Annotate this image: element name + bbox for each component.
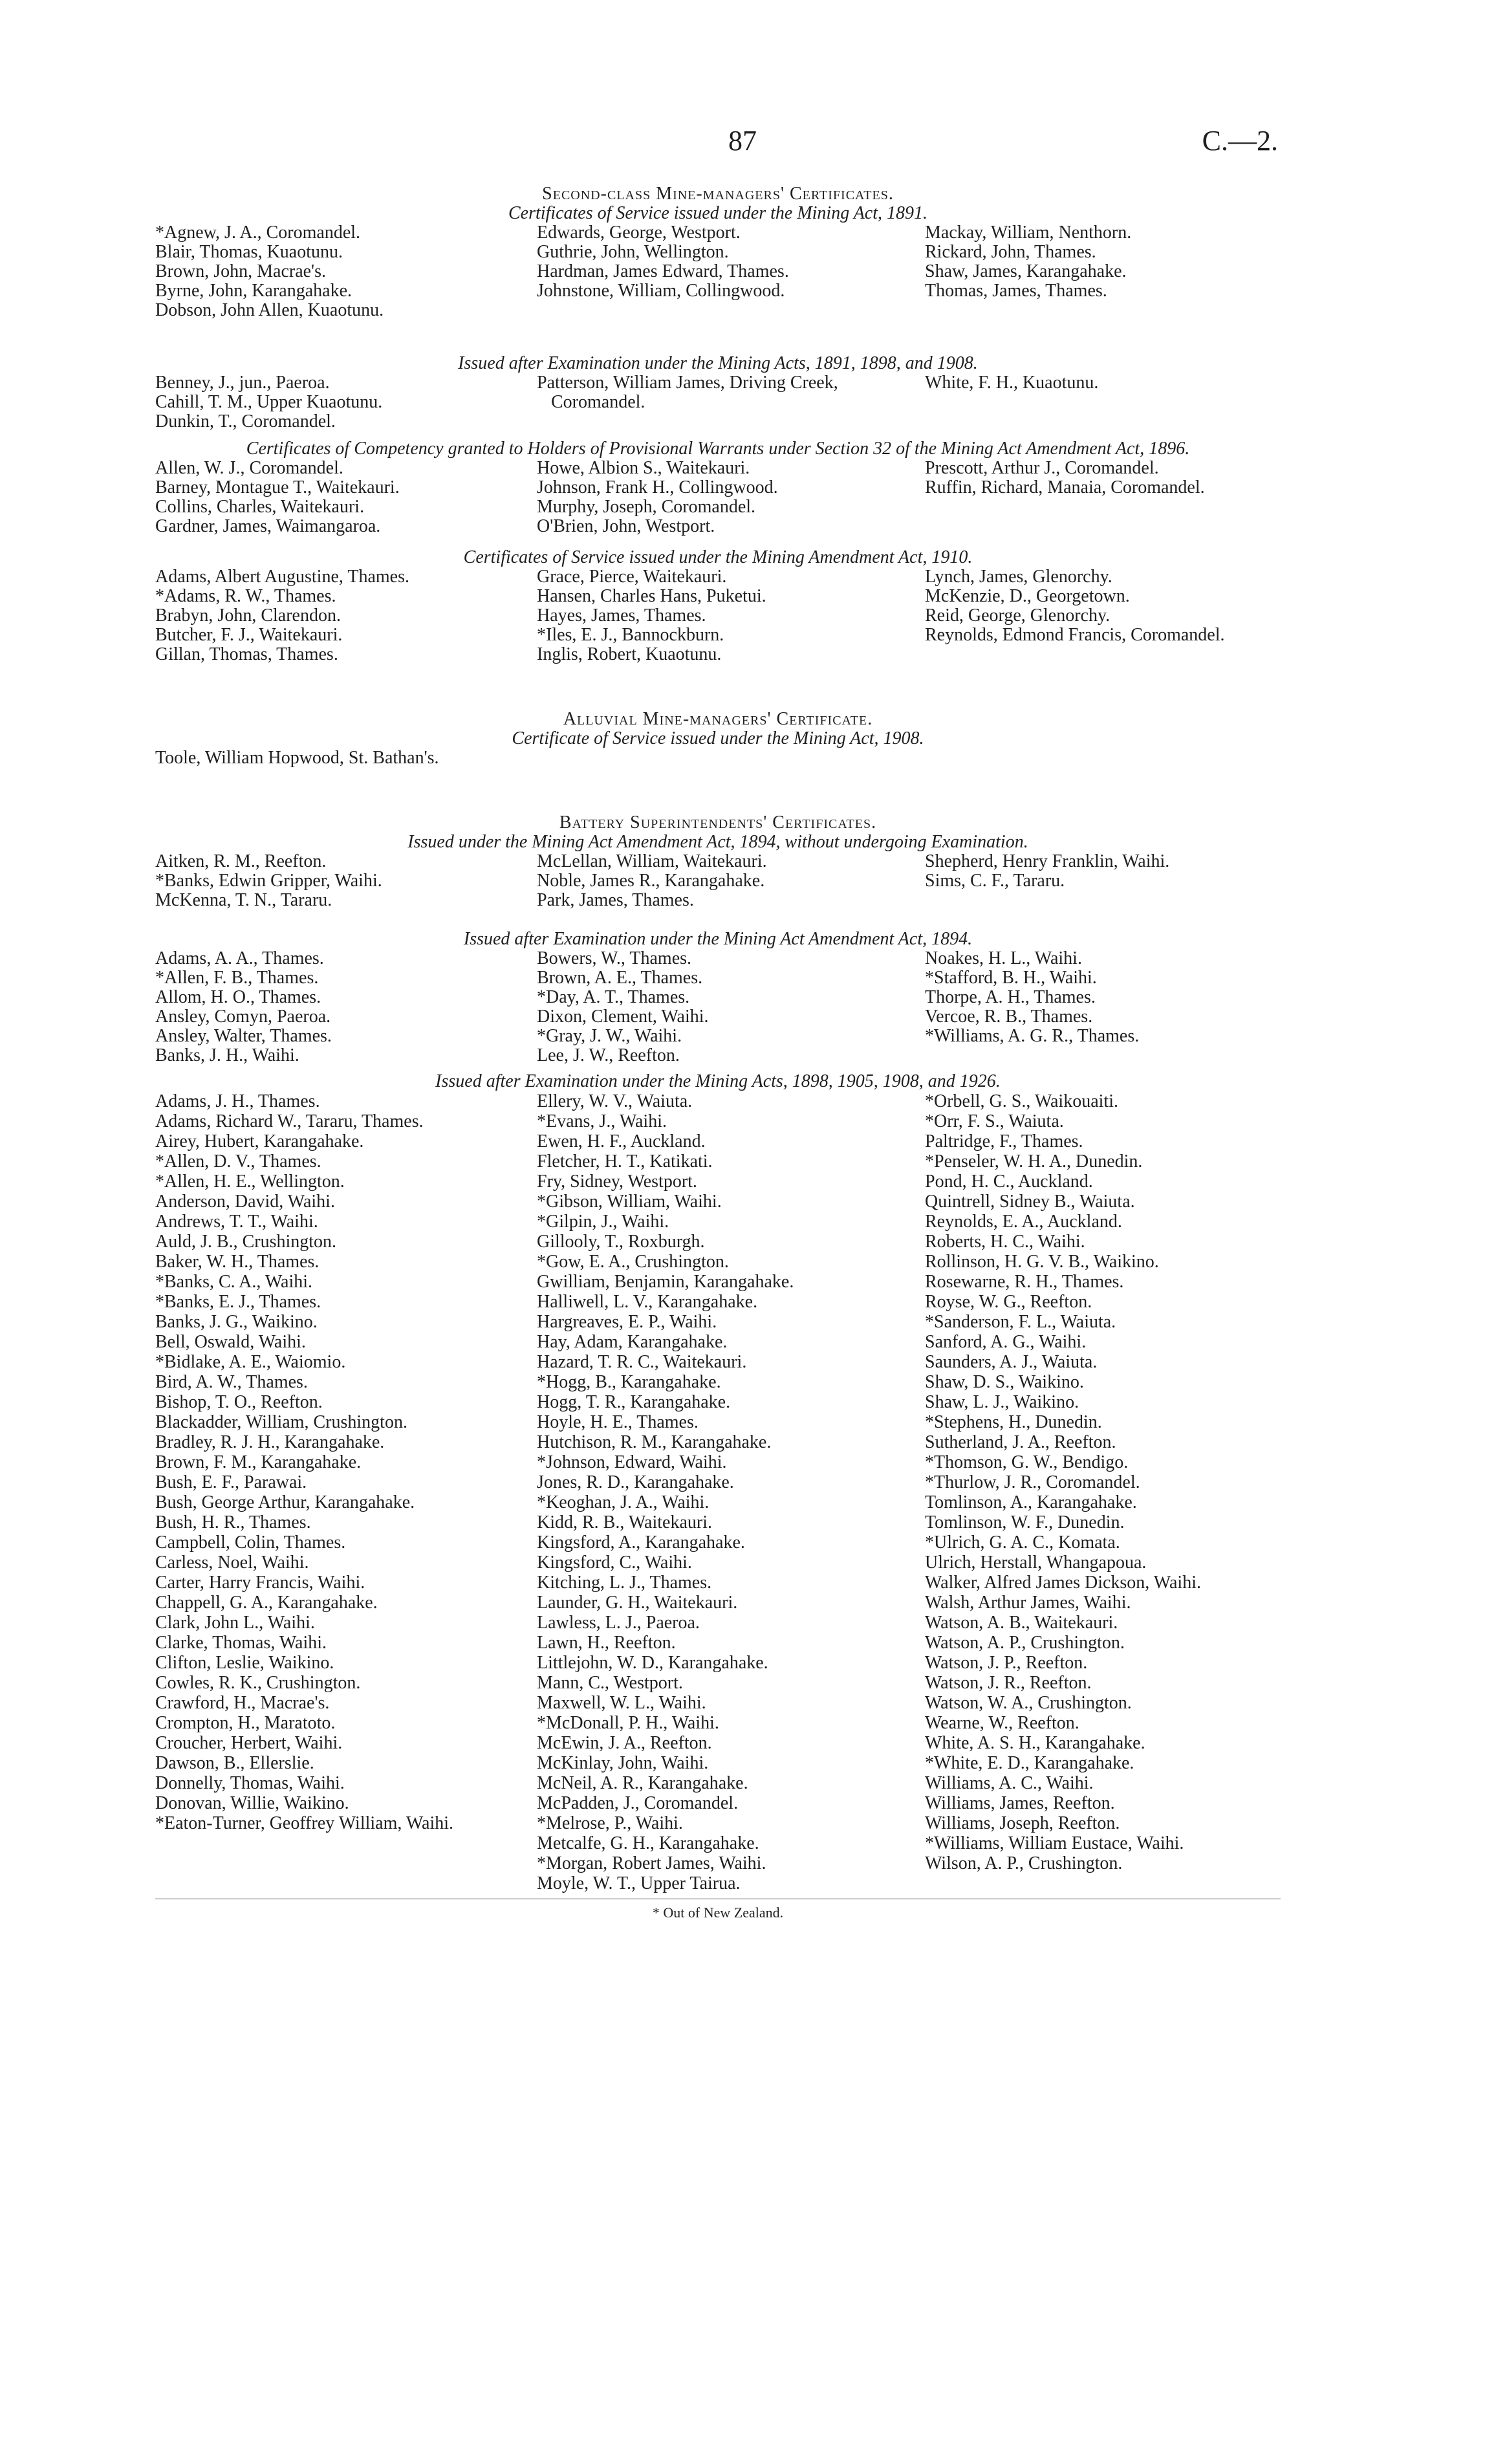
holder-entry: Brabyn, John, Clarendon.: [155, 605, 341, 626]
holder-entry: Royse, W. G., Reefton.: [925, 1292, 1092, 1312]
name-columns: [155, 852, 1281, 910]
holder-entry: *Gow, E. A., Crushington.: [537, 1252, 729, 1272]
holder-entry: McKinlay, John, Waihi.: [537, 1753, 709, 1773]
holder-entry: Hargreaves, E. P., Waihi.: [537, 1312, 717, 1332]
certificate-section: [155, 548, 1281, 664]
holder-entry: Bush, E. F., Parawai.: [155, 1472, 307, 1492]
holder-entry: Wilson, A. P., Crushington.: [925, 1853, 1123, 1873]
holder-entry: Walsh, Arthur James, Waihi.: [925, 1593, 1131, 1613]
holder-entry: Williams, A. C., Waihi.: [925, 1773, 1094, 1793]
section-subtitle: Issued after Examination under the Mining Acts, 1891, 1898, and 1908.: [458, 353, 978, 373]
holder-entry: Mackay, William, Nenthorn.: [925, 223, 1132, 243]
holder-entry: *McDonall, P. H., Waihi.: [537, 1713, 719, 1733]
holder-entry: Brown, A. E., Thames.: [537, 968, 703, 988]
holder-entry: Rickard, John, Thames.: [925, 242, 1096, 262]
holder-entry: White, A. S. H., Karangahake.: [925, 1733, 1145, 1753]
holder-entry: Watson, A. P., Crushington.: [925, 1633, 1125, 1653]
holder-entry: Inglis, Robert, Kuaotunu.: [537, 644, 722, 664]
holder-entry: Carter, Harry Francis, Waihi.: [155, 1573, 365, 1593]
holder-entry: *Penseler, W. H. A., Dunedin.: [925, 1151, 1143, 1172]
holder-entry: Fletcher, H. T., Katikati.: [537, 1151, 713, 1172]
holder-entry: Ansley, Walter, Thames.: [155, 1026, 332, 1046]
holder-entry: Bradley, R. J. H., Karangahake.: [155, 1432, 385, 1452]
holder-entry: *Thurlow, J. R., Coromandel.: [925, 1472, 1140, 1492]
holder-entry: Blair, Thomas, Kuaotunu.: [155, 242, 343, 262]
certificate-section: [155, 813, 1281, 910]
holder-entry: Cahill, T. M., Upper Kuaotunu.: [155, 392, 383, 412]
section-subtitle: Issued after Examination under the Mining Acts, 1898, 1905, 1908, and 1926.: [435, 1071, 1001, 1091]
holder-entry: Ansley, Comyn, Paeroa.: [155, 1007, 331, 1027]
holder-entry: Banks, J. G., Waikino.: [155, 1312, 318, 1332]
name-columns: [155, 373, 1281, 431]
holder-entry: Clark, John L., Waihi.: [155, 1613, 315, 1633]
holder-entry: Brown, John, Macrae's.: [155, 261, 326, 281]
name-columns: [155, 459, 1281, 536]
holder-entry: Williams, Joseph, Reefton.: [925, 1813, 1120, 1833]
holder-entry: *Melrose, P., Waihi.: [537, 1813, 683, 1833]
holder-entry: Baker, W. H., Thames.: [155, 1252, 320, 1272]
holder-entry: Benney, J., jun., Paeroa.: [155, 373, 330, 393]
holder-entry: Shaw, D. S., Waikino.: [925, 1372, 1084, 1392]
holder-entry: Launder, G. H., Waitekauri.: [537, 1593, 738, 1613]
holder-entry: Clarke, Thomas, Waihi.: [155, 1633, 327, 1653]
holder-entry: Tomlinson, A., Karangahake.: [925, 1492, 1137, 1512]
holder-entry: Hogg, T. R., Karangahake.: [537, 1392, 731, 1412]
holder-entry: Mann, C., Westport.: [537, 1673, 683, 1693]
holder-entry: Park, James, Thames.: [537, 890, 694, 910]
holder-entry: Reynolds, Edmond Francis, Coromandel.: [925, 625, 1225, 645]
certificate-section: [155, 184, 1281, 320]
holder-entry: Maxwell, W. L., Waihi.: [537, 1693, 706, 1713]
holder-entry: Anderson, David, Waihi.: [155, 1192, 335, 1212]
name-column: [155, 852, 537, 910]
name-column: [537, 223, 925, 320]
name-column: [155, 748, 537, 768]
document-body: [155, 184, 1281, 1923]
holder-entry: Guthrie, John, Wellington.: [537, 242, 729, 262]
holder-entry: Ulrich, Herstall, Whangapoua.: [925, 1553, 1147, 1573]
name-columns: [155, 1091, 1281, 1893]
holder-entry: *Hogg, B., Karangahake.: [537, 1372, 721, 1392]
holder-entry: Adams, A. A., Thames.: [155, 948, 324, 968]
holder-entry: *Thomson, G. W., Bendigo.: [925, 1452, 1129, 1472]
certificate-section: [155, 1072, 1281, 1893]
holder-entry: Banks, J. H., Waihi.: [155, 1045, 299, 1065]
holder-entry: *Gilpin, J., Waihi.: [537, 1212, 669, 1232]
name-column: [155, 373, 537, 431]
name-column: [537, 567, 925, 664]
holder-entry: Saunders, A. J., Waiuta.: [925, 1352, 1098, 1372]
holder-entry: Watson, J. R., Reefton.: [925, 1673, 1092, 1693]
holder-entry: Hutchison, R. M., Karangahake.: [537, 1432, 772, 1452]
holder-entry: Byrne, John, Karangahake.: [155, 281, 352, 301]
section-subtitle: Certificates of Service issued under the Mining Act, 1891.: [508, 203, 928, 223]
holder-entry: Williams, James, Reefton.: [925, 1793, 1115, 1813]
holder-entry: Butcher, F. J., Waitekauri.: [155, 625, 343, 645]
holder-entry: Campbell, Colin, Thames.: [155, 1532, 346, 1553]
page-number: 87: [728, 125, 757, 157]
holder-entry: Roberts, H. C., Waihi.: [925, 1232, 1085, 1252]
holder-entry: White, F. H., Kuaotunu.: [925, 373, 1099, 393]
holder-entry: *Bidlake, A. E., Waiomio.: [155, 1352, 346, 1372]
name-column: [925, 949, 1281, 1065]
section-title: Second-class Mine-managers' Certificates.: [542, 184, 894, 204]
holder-entry: Carless, Noel, Waihi.: [155, 1553, 309, 1573]
holder-entry: Shepherd, Henry Franklin, Waihi.: [925, 851, 1170, 871]
holder-entry: Littlejohn, W. D., Karangahake.: [537, 1653, 768, 1673]
holder-entry: Sims, C. F., Tararu.: [925, 871, 1065, 891]
name-column: [155, 567, 537, 664]
holder-entry: Fry, Sidney, Westport.: [537, 1172, 697, 1192]
holder-entry: Dixon, Clement, Waihi.: [537, 1007, 709, 1027]
footnote: * Out of New Zealand.: [652, 1904, 784, 1921]
section-subtitle: Certificate of Service issued under the Mining Act, 1908.: [512, 728, 924, 748]
holder-entry: Noakes, H. L., Waihi.: [925, 948, 1082, 968]
section-title: Battery Superintendents' Certificates.: [559, 812, 877, 833]
holder-entry: *Orbell, G. S., Waikouaiti.: [925, 1091, 1118, 1111]
holder-entry: O'Brien, John, Westport.: [537, 516, 715, 536]
holder-entry: Jones, R. D., Karangahake.: [537, 1472, 734, 1492]
holder-entry: Clifton, Leslie, Waikino.: [155, 1653, 334, 1673]
holder-entry: Barney, Montague T., Waitekauri.: [155, 477, 400, 497]
holder-entry: Reynolds, E. A., Auckland.: [925, 1212, 1122, 1232]
holder-entry: Hazard, T. R. C., Waitekauri.: [537, 1352, 747, 1372]
holder-entry: Quintrell, Sidney B., Waiuta.: [925, 1192, 1135, 1212]
holder-entry: McPadden, J., Coromandel.: [537, 1793, 739, 1813]
holder-entry: Dunkin, T., Coromandel.: [155, 411, 336, 431]
report-reference: C.—2.: [1202, 125, 1278, 157]
holder-entry: Walker, Alfred James Dickson, Waihi.: [925, 1573, 1201, 1593]
holder-entry: Bowers, W., Thames.: [537, 948, 692, 968]
holder-entry: *Sanderson, F. L., Waiuta.: [925, 1312, 1116, 1332]
section-subtitle: Issued under the Mining Act Amendment Act, 1894, without undergoing Examination.: [407, 832, 1028, 852]
holder-entry: Crompton, H., Maratoto.: [155, 1713, 336, 1733]
holder-entry: *Evans, J., Waihi.: [537, 1111, 667, 1131]
holder-entry: Gardner, James, Waimangaroa.: [155, 516, 381, 536]
holder-entry: Sutherland, J. A., Reefton.: [925, 1432, 1116, 1452]
holder-entry: Vercoe, R. B., Thames.: [925, 1007, 1093, 1027]
holder-entry: *Allen, D. V., Thames.: [155, 1151, 321, 1172]
holder-entry: *Day, A. T., Thames.: [537, 987, 690, 1007]
holder-entry: Rosewarne, R. H., Thames.: [925, 1272, 1124, 1292]
section-subtitle: Issued after Examination under the Mining Act Amendment Act, 1894.: [463, 929, 973, 949]
holder-entry: *Gray, J. W., Waihi.: [537, 1026, 682, 1046]
holder-entry: McEwin, J. A., Reefton.: [537, 1733, 712, 1753]
certificate-section: [155, 354, 1281, 431]
holder-entry: Kingsford, A., Karangahake.: [537, 1532, 745, 1553]
name-columns: [155, 223, 1281, 320]
holder-entry: Patterson, William James, Driving Creek, Coromandel.: [537, 373, 838, 412]
holder-entry: Pond, H. C., Auckland.: [925, 1172, 1093, 1192]
certificate-section: [155, 710, 1281, 768]
holder-entry: Airey, Hubert, Karangahake.: [155, 1131, 364, 1151]
holder-entry: Bishop, T. O., Reefton.: [155, 1392, 323, 1412]
holder-entry: Edwards, George, Westport.: [537, 223, 741, 243]
holder-entry: Chappell, G. A., Karangahake.: [155, 1593, 378, 1613]
holder-entry: Aitken, R. M., Reefton.: [155, 851, 327, 871]
holder-entry: Hay, Adam, Karangahake.: [537, 1332, 728, 1352]
name-column: [925, 373, 1281, 431]
holder-entry: Bush, H. R., Thames.: [155, 1512, 311, 1532]
holder-entry: Murphy, Joseph, Coromandel.: [537, 497, 756, 517]
section-subtitle: Certificates of Competency granted to Holders of Provisional Warrants under Section 32 of the Mining Act Amendment Act, 1896.: [246, 439, 1190, 459]
holder-entry: Howe, Albion S., Waitekauri.: [537, 458, 750, 478]
holder-entry: *Agnew, J. A., Coromandel.: [155, 223, 361, 243]
name-columns: [155, 567, 1281, 664]
name-column: [155, 1091, 537, 1893]
holder-entry: *Keoghan, J. A., Waihi.: [537, 1492, 710, 1512]
holder-entry: Reid, George, Glenorchy.: [925, 605, 1111, 626]
name-column: [537, 373, 925, 431]
holder-entry: Crawford, H., Macrae's.: [155, 1693, 330, 1713]
name-columns: [155, 748, 1281, 768]
page-header: [0, 124, 1485, 163]
holder-entry: Adams, Albert Augustine, Thames.: [155, 567, 409, 587]
holder-entry: *Williams, William Eustace, Waihi.: [925, 1833, 1184, 1853]
holder-entry: Metcalfe, G. H., Karangahake.: [537, 1833, 759, 1853]
holder-entry: Thomas, James, Thames.: [925, 281, 1107, 301]
name-column: [925, 459, 1281, 536]
holder-entry: Auld, J. B., Crushington.: [155, 1232, 337, 1252]
section-title: Alluvial Mine-managers' Certificate.: [563, 709, 873, 729]
holder-entry: *Stephens, H., Dunedin.: [925, 1412, 1102, 1432]
holder-entry: McLellan, William, Waitekauri.: [537, 851, 767, 871]
holder-entry: *Eaton-Turner, Geoffrey William, Waihi.: [155, 1813, 454, 1833]
holder-entry: *Stafford, B. H., Waihi.: [925, 968, 1097, 988]
holder-entry: Rollinson, H. G. V. B., Waikino.: [925, 1252, 1159, 1272]
holder-entry: McKenzie, D., Georgetown.: [925, 586, 1130, 606]
name-column: [155, 459, 537, 536]
holder-entry: Ruffin, Richard, Manaia, Coromandel.: [925, 477, 1205, 497]
certificate-section: [155, 930, 1281, 1065]
holder-entry: *Banks, Edwin Gripper, Waihi.: [155, 871, 382, 891]
name-column: [925, 1091, 1281, 1893]
holder-entry: *Johnson, Edward, Waihi.: [537, 1452, 727, 1472]
holder-entry: Shaw, L. J., Waikino.: [925, 1392, 1079, 1412]
holder-entry: Brown, F. M., Karangahake.: [155, 1452, 362, 1472]
holder-entry: Lee, J. W., Reefton.: [537, 1045, 680, 1065]
holder-entry: Shaw, James, Karangahake.: [925, 261, 1127, 281]
holder-entry: Bird, A. W., Thames.: [155, 1372, 308, 1392]
certificate-section: [155, 439, 1281, 536]
holder-entry: Dawson, B., Ellerslie.: [155, 1753, 314, 1773]
holder-entry: Adams, Richard W., Tararu, Thames.: [155, 1111, 424, 1131]
holder-entry: Gillan, Thomas, Thames.: [155, 644, 338, 664]
name-column: [925, 223, 1281, 320]
holder-entry: Allen, W. J., Coromandel.: [155, 458, 343, 478]
name-column: [925, 567, 1281, 664]
holder-entry: Johnstone, William, Collingwood.: [537, 281, 785, 301]
holder-entry: *Orr, F. S., Waiuta.: [925, 1111, 1064, 1131]
holder-entry: *Williams, A. G. R., Thames.: [925, 1026, 1140, 1046]
name-column: [537, 459, 925, 536]
holder-entry: Prescott, Arthur J., Coromandel.: [925, 458, 1159, 478]
holder-entry: Grace, Pierce, Waitekauri.: [537, 567, 727, 587]
holder-entry: Lawless, L. J., Paeroa.: [537, 1613, 700, 1633]
name-column: [537, 949, 925, 1065]
section-subtitle: Certificates of Service issued under the Mining Amendment Act, 1910.: [463, 547, 973, 567]
holder-entry: *Gibson, William, Waihi.: [537, 1192, 722, 1212]
holder-entry: Gillooly, T., Roxburgh.: [537, 1232, 705, 1252]
name-column: [155, 223, 537, 320]
holder-entry: Cowles, R. K., Crushington.: [155, 1673, 361, 1693]
holder-entry: Bell, Oswald, Waihi.: [155, 1332, 306, 1352]
holder-entry: Dobson, John Allen, Kuaotunu.: [155, 300, 384, 320]
name-column: [537, 1091, 925, 1893]
holder-entry: McKenna, T. N., Tararu.: [155, 890, 332, 910]
holder-entry: Thorpe, A. H., Thames.: [925, 987, 1096, 1007]
holder-entry: Hayes, James, Thames.: [537, 605, 706, 626]
holder-entry: McNeil, A. R., Karangahake.: [537, 1773, 748, 1793]
holder-entry: Gwilliam, Benjamin, Karangahake.: [537, 1272, 794, 1292]
holder-entry: Allom, H. O., Thames.: [155, 987, 321, 1007]
holder-entry: Tomlinson, W. F., Dunedin.: [925, 1512, 1125, 1532]
holder-entry: Ellery, W. V., Waiuta.: [537, 1091, 693, 1111]
holder-entry: Noble, James R., Karangahake.: [537, 871, 765, 891]
holder-entry: Kidd, R. B., Waitekauri.: [537, 1512, 712, 1532]
holder-entry: Kitching, L. J., Thames.: [537, 1573, 712, 1593]
holder-entry: Kingsford, C., Waihi.: [537, 1553, 692, 1573]
holder-entry: Blackadder, William, Crushington.: [155, 1412, 407, 1432]
holder-entry: *Morgan, Robert James, Waihi.: [537, 1853, 766, 1873]
holder-entry: Collins, Charles, Waitekauri.: [155, 497, 365, 517]
holder-entry: *Allen, F. B., Thames.: [155, 968, 319, 988]
name-column: [925, 852, 1281, 910]
holder-entry: Wearne, W., Reefton.: [925, 1713, 1079, 1733]
holder-entry: *Adams, R. W., Thames.: [155, 586, 336, 606]
holder-entry: *Ulrich, G. A. C., Komata.: [925, 1532, 1120, 1553]
holder-entry: Moyle, W. T., Upper Tairua.: [537, 1873, 741, 1893]
holder-entry: Hansen, Charles Hans, Puketui.: [537, 586, 766, 606]
holder-entry: Lynch, James, Glenorchy.: [925, 567, 1112, 587]
holder-entry: Donnelly, Thomas, Waihi.: [155, 1773, 345, 1793]
holder-entry: Watson, A. B., Waitekauri.: [925, 1613, 1118, 1633]
name-column: [537, 852, 925, 910]
holder-entry: *Banks, E. J., Thames.: [155, 1292, 321, 1312]
holder-entry: Ewen, H. F., Auckland.: [537, 1131, 706, 1151]
holder-entry: Croucher, Herbert, Waihi.: [155, 1733, 343, 1753]
holder-entry: Hardman, James Edward, Thames.: [537, 261, 789, 281]
holder-entry: Watson, W. A., Crushington.: [925, 1693, 1132, 1713]
holder-entry: Paltridge, F., Thames.: [925, 1131, 1083, 1151]
holder-entry: Lawn, H., Reefton.: [537, 1633, 676, 1653]
holder-entry: Adams, J. H., Thames.: [155, 1091, 320, 1111]
holder-entry: Bush, George Arthur, Karangahake.: [155, 1492, 415, 1512]
holder-entry: Hoyle, H. E., Thames.: [537, 1412, 699, 1432]
name-column: [155, 949, 537, 1065]
holder-entry: Watson, J. P., Reefton.: [925, 1653, 1088, 1673]
holder-entry: Halliwell, L. V., Karangahake.: [537, 1292, 758, 1312]
holder-entry: Donovan, Willie, Waikino.: [155, 1793, 349, 1813]
holder-entry: Johnson, Frank H., Collingwood.: [537, 477, 778, 497]
holder-entry: Toole, William Hopwood, St. Bathan's.: [155, 748, 439, 768]
holder-entry: *Banks, C. A., Waihi.: [155, 1272, 313, 1292]
name-columns: [155, 949, 1281, 1065]
holder-entry: *Allen, H. E., Wellington.: [155, 1172, 345, 1192]
holder-entry: Andrews, T. T., Waihi.: [155, 1212, 318, 1232]
holder-entry: Sanford, A. G., Waihi.: [925, 1332, 1087, 1352]
holder-entry: *White, E. D., Karangahake.: [925, 1753, 1134, 1773]
holder-entry: *Iles, E. J., Bannockburn.: [537, 625, 724, 645]
